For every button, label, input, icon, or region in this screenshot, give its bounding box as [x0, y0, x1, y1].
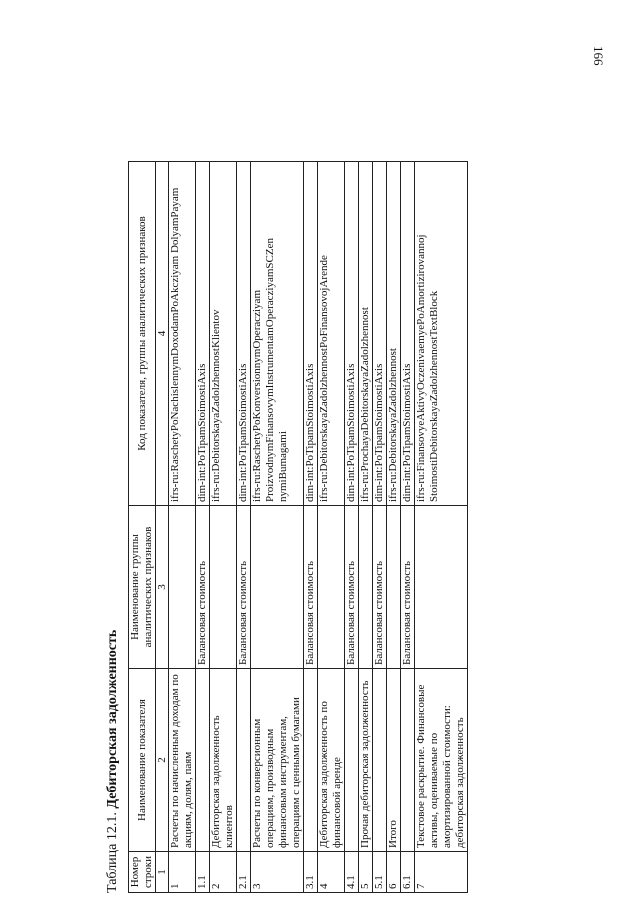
column-number-row [156, 162, 169, 893]
header-row-number: Номер строки [129, 852, 156, 893]
indicator-name: Расчеты по конверсионным операциям, производным финансовым инструментам, операциям с ценными бумагами [251, 669, 304, 852]
group-name [251, 506, 304, 669]
group-name: Балансовая стоимость [304, 506, 318, 669]
row-number: 3.1 [304, 852, 318, 893]
row-number: 3 [251, 852, 304, 893]
caption-prefix: Таблица 12.1. [105, 808, 120, 893]
indicator-name: Дебиторская задолженность клиентов [210, 669, 237, 852]
table-row [415, 162, 468, 893]
column-number: 3 [156, 506, 169, 669]
group-name [387, 506, 401, 669]
indicator-name: Итого [387, 669, 401, 852]
table-row [373, 162, 387, 893]
indicator-code: dim-int:PoTipamStoimostiAxis [345, 162, 359, 506]
indicator-code: dim-int:PoTipamStoimostiAxis [401, 162, 415, 506]
row-number: 4 [318, 852, 345, 893]
row-number: 6.1 [401, 852, 415, 893]
group-name: Балансовая стоимость [401, 506, 415, 669]
indicator-name [196, 669, 210, 852]
header-indicator-name: Наименование показателя [129, 669, 156, 852]
caption-title: Дебиторская задолженность [105, 629, 120, 809]
indicator-code: ifrs-ru:FinansovyeAktivyOczenivaemyePoAmortizirovannoj StoimostiDebitorskayaZadolzhennostTextBlock [415, 162, 468, 506]
table-row [196, 162, 210, 893]
table-row [237, 162, 251, 893]
receivables-table [128, 161, 468, 893]
indicator-code: ifrs-ru:DebitorskayaZadolzhennostKlientov [210, 162, 237, 506]
table-caption [104, 113, 122, 893]
column-number: 4 [156, 162, 169, 506]
row-number: 4.1 [345, 852, 359, 893]
group-name [169, 506, 196, 669]
page-number: 166 [591, 46, 606, 66]
group-name: Балансовая стоимость [237, 506, 251, 669]
header-group-name: Наименование группы аналитических признаков [129, 506, 156, 669]
indicator-name [373, 669, 387, 852]
group-name: Балансовая стоимость [345, 506, 359, 669]
table-header-row [129, 162, 156, 893]
rotated-page-content [104, 113, 604, 893]
indicator-name: Дебиторская задолженность по финансовой аренде [318, 669, 345, 852]
table-row [387, 162, 401, 893]
row-number: 5.1 [373, 852, 387, 893]
row-number: 5 [359, 852, 373, 893]
group-name: Балансовая стоимость [373, 506, 387, 669]
indicator-code: dim-int:PoTipamStoimostiAxis [237, 162, 251, 506]
table-row [318, 162, 345, 893]
row-number: 7 [415, 852, 468, 893]
indicator-code: dim-int:PoTipamStoimostiAxis [373, 162, 387, 506]
group-name: Балансовая стоимость [196, 506, 210, 669]
group-name [318, 506, 345, 669]
indicator-name [304, 669, 318, 852]
indicator-name: Расчеты по начисленным доходам по акциям, долям, паям [169, 669, 196, 852]
indicator-name [237, 669, 251, 852]
row-number: 1.1 [196, 852, 210, 893]
row-number: 2 [210, 852, 237, 893]
indicator-name: Текстовое раскрытие. Финансовые активы, оцениваемые по амортизированной стоимости: дебиторская задолженность [415, 669, 468, 852]
indicator-name [401, 669, 415, 852]
table-row [345, 162, 359, 893]
group-name [359, 506, 373, 669]
indicator-name: Прочая дебиторская задолженность [359, 669, 373, 852]
indicator-code: ifrs-ru:DebitorskayaZadolzhennostPoFinansovojArende [318, 162, 345, 506]
column-number: 2 [156, 669, 169, 852]
table-row [169, 162, 196, 893]
row-number: 6 [387, 852, 401, 893]
table-row [251, 162, 304, 893]
group-name [415, 506, 468, 669]
indicator-code: ifrs-ru:ProchayaDebitorskayaZadolzhennost [359, 162, 373, 506]
indicator-code: dim-int:PoTipamStoimostiAxis [304, 162, 318, 506]
table-row [304, 162, 318, 893]
table-row [359, 162, 373, 893]
indicator-code: ifrs-ru:RaschetyPoNachislennymDoxodamPoAkcziyam DolyamPayam [169, 162, 196, 506]
row-number: 2.1 [237, 852, 251, 893]
indicator-name [345, 669, 359, 852]
group-name [210, 506, 237, 669]
column-number: 1 [156, 852, 169, 893]
indicator-code: ifrs-ru:DebitorskayaZadolzhennost [387, 162, 401, 506]
row-number: 1 [169, 852, 196, 893]
table-row [210, 162, 237, 893]
indicator-code: ifrs-ru:RaschetyPoKonversionnymOperacziyam ProizvodnymFinansovymInstrumentamOperacziyamSCZen nymiBumagami [251, 162, 304, 506]
indicator-code: dim-int:PoTipamStoimostiAxis [196, 162, 210, 506]
header-code: Код показателя, группы аналитических признаков [129, 162, 156, 506]
table-row [401, 162, 415, 893]
